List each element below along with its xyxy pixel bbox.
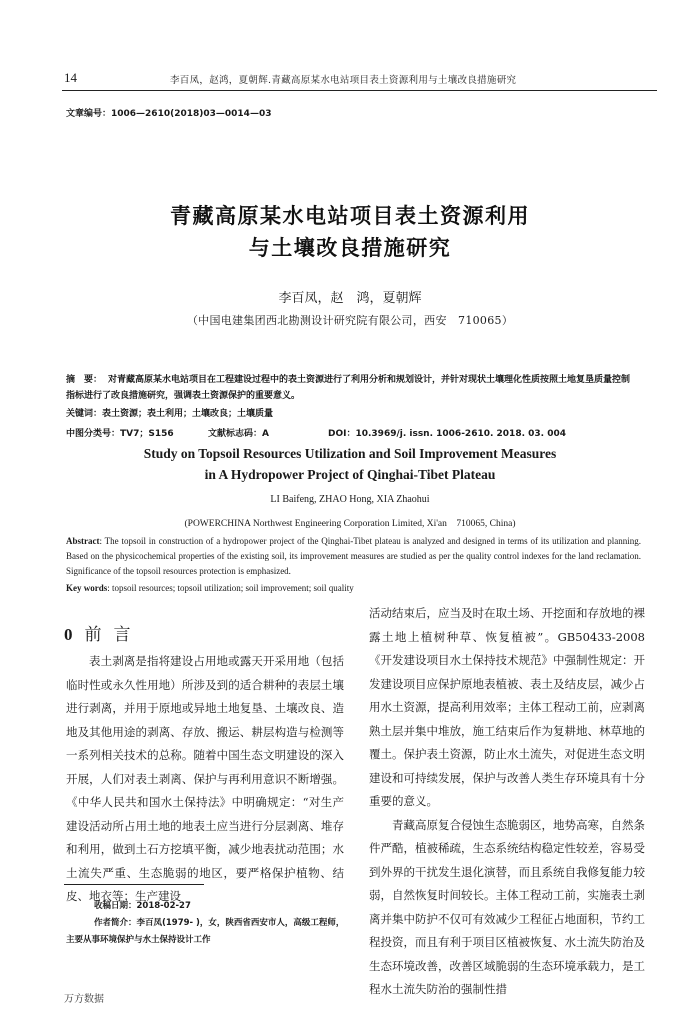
body-left-column: 表土剥离是指将建设占用地或露天开采用地（包括临时性或永久性用地）所涉及到的适合耕种的表层土壤进行剥离，并用于原地或异地土地复垦、土壤改良、造地及其他用途的剥离、存放、搬运、耕层构造与检测等一系列相关技术的总称。随着中国生态文明建设的深入开展，人们对表土剥离、保护与再利用意识不断增强。《中华人民共和国水土保持法》中明确规定：“对生产建设活动所占用土地的地表土应当进行分层剥离、堆存和利用，做到土石方挖填平衡，减少地表扰动范围；水土流失严重、生态脆弱的地区，要严格保护植物、结皮、地衣等；生产建设	[66, 654, 344, 903]
body-right-column	[369, 602, 645, 1002]
author-bio: 作者简介：李百凤(1979- )，女，陕西省西安市人，高级工程师，主要从事环境保护与水土保持设计工作	[66, 918, 345, 945]
footnote	[66, 898, 346, 949]
footnote-rule	[64, 884, 204, 885]
paper-title-line1: 青藏高原某水电站项目表土资源利用	[170, 204, 530, 228]
paper-title-line2: 与土壤改良措施研究	[248, 236, 452, 260]
section-title: 前言	[84, 625, 143, 645]
affiliation: （中国电建集团西北勘测设计研究院有限公司，西安 710065）	[186, 314, 514, 327]
english-keywords-label: Key words	[66, 583, 108, 593]
english-title-line1: Study on Topsoil Resources Utilization and Soil Improvement Measures	[143, 446, 557, 461]
section-number: 0	[64, 625, 73, 644]
english-abstract-label: Abstract	[66, 536, 100, 546]
keywords-cn	[66, 406, 273, 419]
authors: 李百凤，赵 鸿，夏朝辉	[278, 291, 422, 306]
english-keywords	[66, 583, 354, 593]
footer-brand: 万方数据	[64, 994, 104, 1005]
section-heading	[64, 620, 143, 645]
keywords-cn-text: 表土资源；表土利用；土壤改良；土壤质量	[102, 409, 274, 419]
header-rule	[62, 90, 657, 91]
abstract-cn	[66, 372, 638, 404]
english-keywords-text: : topsoil resources; topsoil utilization; soil improvement; soil quality	[107, 583, 354, 593]
english-abstract-text: : The topsoil in construction of a hydropower project of the Qinghai-Tibet plateau is analyzed and designed in terms of its utilization and planning. Based on the physicochemical properties of the existing soil, its improvement measures are studied as per the quality control indexes for the land reclamation. Significance of the topsoil resources protection is emphasized.	[66, 536, 641, 576]
page-number: 14	[64, 70, 77, 85]
english-title-line2: in A Hydropower Project of Qinghai-Tibet Plateau	[204, 467, 496, 482]
abstract-cn-text: 对青藏高原某水电站项目在工程建设过程中的表土资源进行了利用分析和规划设计，并针对现状土壤理化性质按照土地复垦质量控制指标进行了改良措施研究，强调表土资源保护的重要意义。	[66, 375, 631, 401]
doi: DOI：10.3969/j. issn. 1006-2610. 2018. 03. 004	[328, 429, 566, 439]
body-right-para2: 青藏高原复合侵蚀生态脆弱区，地势高寒，自然条件严酷，植被稀疏，生态系统结构稳定性较差，容易受到外界的干扰发生退化演替，而且系统自我修复能力较弱，自然恢复时间较长。主体工程动工前，实施表土剥离并集中防护不仅可有效减少工程征占地面积，节约工程投资，而且有利于项目区植被恢复、水土流失防治及生态环境改善，改善区域脆弱的生态环境承载力，是工程水土流失防治的强制性措	[369, 817, 645, 996]
clc-number: 中图分类号：TV7；S156	[66, 429, 174, 439]
running-head: 李百凤，赵鸿，夏朝辉.青藏高原某水电站项目表土资源利用与土壤改良措施研究	[170, 75, 517, 86]
article-number: 文章编号：1006—2610(2018)03—0014—03	[66, 109, 272, 119]
document-code: 文献标志码：A	[208, 429, 269, 439]
received-date: 收稿日期：2018-02-27	[94, 901, 191, 911]
english-affiliation: (POWERCHINA Northwest Engineering Corporation Limited, Xi'an 710065, China)	[184, 519, 516, 529]
english-authors: LI Baifeng, ZHAO Hong, XIA Zhaohui	[270, 494, 430, 505]
body-right-para1: 活动结束后，应当及时在取土场、开挖面和存放地的裸露土地上植树种草、恢复植被”。GB50433-2008《开发建设项目水土保持技术规范》中强制性规定：开发建设项目应保护原地表植被、表土及结皮层，减少占用水土资源，提高利用效率；主体工程动工前，应剥离熟土层并集中堆放，施工结束后作为复耕地、林草地的覆土。保护表土资源，防止水土流失，对促进生态文明建设和可持续发展，保护与改善人类生存环境具有十分重要的意义。	[369, 606, 645, 808]
english-abstract	[66, 534, 641, 579]
abstract-cn-label: 摘 要：	[66, 375, 103, 385]
keywords-cn-label: 关键词：	[66, 409, 103, 419]
